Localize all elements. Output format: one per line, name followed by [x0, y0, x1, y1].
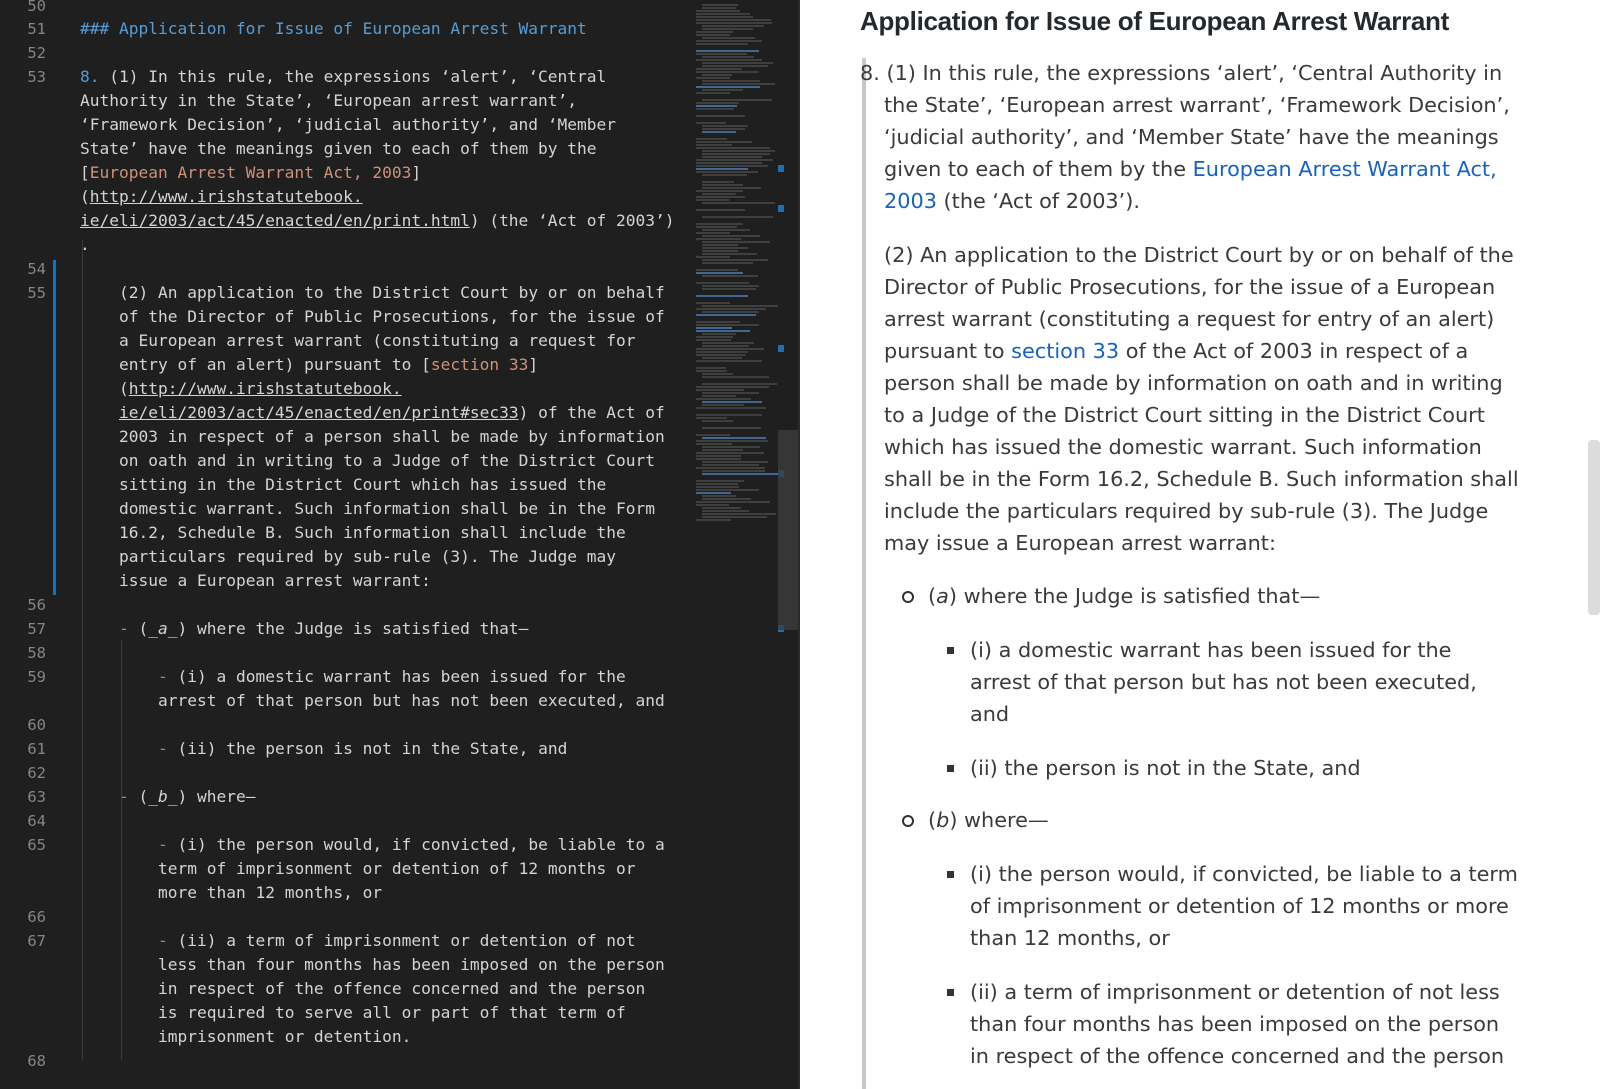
minimap-line: [702, 125, 748, 127]
line-number: 66: [27, 908, 46, 926]
preview-line: 8. (1) In this rule, the expressions ‘alert’, ‘Central Authority in: [860, 61, 1503, 85]
minimap-line: [702, 513, 776, 515]
minimap-line: [696, 190, 743, 192]
code-line: term of imprisonment or detention of 12 months or: [158, 859, 636, 878]
code-list-item-b-ii: [158, 929, 636, 954]
code-list-item-a-ii: [158, 737, 567, 762]
minimap-line: [702, 288, 756, 290]
line-number: 54: [27, 260, 46, 278]
minimap-line: [696, 519, 731, 521]
minimap-marker: [778, 345, 784, 352]
preview-line: and: [970, 702, 1010, 726]
minimap-line: [702, 7, 736, 9]
code-line: is required to serve all or part of that term of: [158, 1003, 626, 1022]
list-dash: -: [158, 739, 168, 758]
minimap-line: [702, 420, 733, 422]
code-line: on oath and in writing to a Judge of the District Court: [119, 451, 656, 470]
minimap-line: [702, 80, 760, 82]
minimap-line: [696, 168, 748, 170]
minimap-line: [696, 370, 727, 372]
emphasis-text: _b_: [148, 787, 178, 806]
minimap-line: [702, 342, 754, 344]
preview-line: include the particulars required by sub-rule (3). The Judge: [884, 499, 1489, 523]
code-line: [80, 65, 606, 90]
line-number: 53: [27, 68, 46, 86]
minimap-line: [702, 156, 762, 158]
minimap-line: [696, 330, 750, 332]
minimap-line: [696, 321, 740, 323]
minimap-line: [696, 354, 746, 356]
preview-text: (the ‘Act of 2003’).: [936, 189, 1140, 213]
minimap-line: [696, 226, 737, 228]
minimap-line: [702, 259, 768, 261]
minimap-line: [696, 232, 730, 234]
minimap-line: [696, 440, 768, 442]
minimap-line: [702, 216, 773, 218]
minimap-line: [702, 241, 770, 243]
minimap-line: [702, 83, 775, 85]
eaw-act-link[interactable]: 2003: [884, 189, 937, 213]
minimap-line: [696, 504, 729, 506]
minimap-line: [702, 510, 749, 512]
list-dash: -: [119, 787, 129, 806]
minimap-line: [696, 272, 743, 274]
preview-text: of the Act of 2003 in respect of a: [1119, 339, 1469, 363]
minimap-line: [702, 401, 762, 403]
minimap-line: [702, 427, 761, 429]
preview-text: given to each of them by the: [884, 157, 1193, 181]
bracket: ]: [528, 355, 539, 374]
line-number: 58: [27, 644, 46, 662]
preview-scrollbar-thumb[interactable]: [1588, 440, 1600, 615]
minimap-line: [696, 314, 756, 316]
preview-line: which has issued the domestic warrant. Such information: [884, 435, 1482, 459]
minimap-line: [696, 122, 726, 124]
minimap-marker: [778, 205, 784, 212]
line-number: 68: [27, 1052, 46, 1070]
minimap-line: [696, 165, 768, 167]
minimap-line: [696, 386, 769, 388]
preview-list-item-a-i: (i) a domestic warrant has been issued for the: [970, 638, 1452, 662]
line-number: 63: [27, 788, 46, 806]
preview-line: arrest warrant (constituting a request for entry of an alert): [884, 307, 1495, 331]
minimap-line: [696, 34, 730, 36]
minimap-line: [702, 187, 761, 189]
link-url[interactable]: http://www.irishstatutebook.: [89, 187, 363, 206]
editor-scrollbar-thumb[interactable]: [778, 430, 798, 630]
section-33-link[interactable]: section 33: [1011, 339, 1120, 363]
minimap-line: [702, 56, 754, 58]
list-dash: -: [158, 931, 168, 950]
minimap-line: [702, 395, 736, 397]
minimap-line: [702, 470, 765, 472]
minimap-line: [702, 285, 759, 287]
code-text: ) where—: [177, 787, 256, 806]
minimap-line: [702, 99, 772, 101]
preview-line: [884, 335, 1468, 367]
minimap-line: [702, 229, 750, 231]
link-url[interactable]: ie/eli/2003/act/45/enacted/en/print#sec33: [119, 403, 519, 422]
preview-line: may issue a European arrest warrant:: [884, 531, 1276, 555]
preview-line: to a Judge of the District Court sitting in the District Court: [884, 403, 1485, 427]
minimap-line: [702, 495, 736, 497]
list-dash: -: [158, 667, 168, 686]
square-bullet-icon: [947, 647, 954, 654]
minimap-line: [702, 311, 759, 313]
line-number: 52: [27, 44, 46, 62]
italic-text: a: [936, 584, 949, 608]
minimap-line: [696, 138, 727, 140]
code-text: ) (the ‘Act of 2003’): [469, 211, 675, 230]
minimap-line: [702, 392, 759, 394]
code-line: in respect of the offence concerned and the person: [158, 979, 646, 998]
preview-list-item-a-ii: (ii) the person is not in the State, and: [970, 756, 1361, 780]
minimap-line: [696, 10, 740, 12]
line-number: 67: [27, 932, 46, 950]
italic-text: b: [936, 808, 950, 832]
minimap-line: [696, 238, 741, 240]
code-line: [119, 377, 402, 402]
link-text[interactable]: section 33: [430, 355, 529, 374]
code-line: arrest of that person but has not been executed, and: [158, 691, 665, 710]
minimap-line: [702, 150, 775, 152]
preview-line: (2) An application to the District Court by or on behalf of the: [884, 243, 1514, 267]
minimap-line: [696, 455, 741, 457]
minimap-line: [702, 516, 767, 518]
minimap-line: [702, 373, 733, 375]
minimap-line: [696, 16, 753, 18]
minimap-line: [702, 244, 738, 246]
markdown-editor[interactable]: [0, 0, 798, 1089]
minimap-line: [702, 62, 773, 64]
minimap-line: [696, 108, 734, 110]
minimap-line: [696, 282, 749, 284]
minimap-line: [696, 19, 771, 21]
preview-line: the State’, ‘European arrest warrant’, ‘Framework Decision’,: [884, 93, 1510, 117]
line-number: 65: [27, 836, 46, 854]
minimap-line: [696, 22, 772, 24]
code-line: [80, 161, 421, 186]
code-text: ) of the Act of: [518, 403, 665, 422]
minimap-line: [696, 414, 762, 416]
minimap-line: [696, 348, 764, 350]
minimap-line: [696, 434, 730, 436]
minimap-line: [696, 295, 748, 297]
preview-list-item-b-i: (i) the person would, if convicted, be liable to a term: [970, 862, 1518, 886]
minimap-line: [702, 193, 736, 195]
circle-bullet-icon: [902, 815, 914, 827]
minimap-line: [696, 492, 731, 494]
preview-line: ‘judicial authority’, and ‘Member State’ have the meanings: [884, 125, 1499, 149]
minimap-line: [696, 171, 758, 173]
minimap-line: [702, 275, 758, 277]
minimap-line: [696, 389, 744, 391]
modified-lines-indicator: [53, 260, 56, 595]
minimap-line: [696, 308, 766, 310]
code-text: (: [138, 619, 149, 638]
minimap-line: [696, 417, 727, 419]
link-url[interactable]: http://www.irishstatutebook.: [128, 379, 402, 398]
minimap-line: [702, 128, 745, 130]
minimap-line: [696, 13, 750, 15]
minimap-line: [702, 25, 764, 27]
list-number: 8.: [80, 67, 100, 86]
minimap-line: [696, 71, 759, 73]
minimap-line: [702, 461, 768, 463]
minimap-line: [702, 345, 749, 347]
code-line: particulars required by sub-rule (3). The Judge may: [119, 547, 617, 566]
minimap-line: [696, 407, 766, 409]
minimap-line: [702, 383, 777, 385]
line-number: 57: [27, 620, 46, 638]
minimap-line: [696, 141, 752, 143]
preview-line: in respect of the offence concerned and the person: [970, 1044, 1505, 1068]
minimap-line: [702, 305, 778, 307]
minimap-marker: [778, 165, 784, 172]
minimap-line: [702, 184, 743, 186]
code-line: of the Director of Public Prosecutions, for the issue of: [119, 307, 665, 326]
code-line: [119, 353, 538, 378]
minimap-line: [696, 147, 770, 149]
indent-guide: [82, 240, 83, 1060]
minimap-line: [702, 28, 753, 30]
minimap-line: [696, 501, 770, 503]
minimap-line: [696, 50, 759, 52]
preview-line: of imprisonment or detention of 12 months or more: [970, 894, 1509, 918]
minimap-line: [696, 324, 759, 326]
minimap-line: [696, 77, 730, 79]
square-bullet-icon: [947, 765, 954, 772]
bracket: [: [80, 163, 90, 182]
minimap-line: [702, 174, 747, 176]
minimap-line: [702, 333, 736, 335]
minimap-line: [696, 53, 747, 55]
paren: (: [80, 187, 90, 206]
minimap-line: [696, 458, 741, 460]
code-line: a European arrest warrant (constituting a request for: [119, 331, 636, 350]
minimap-line: [696, 398, 751, 400]
code-line: more than 12 months, or: [158, 883, 383, 902]
minimap-line: [696, 467, 765, 469]
minimap-line: [702, 262, 753, 264]
list-dash: -: [158, 835, 168, 854]
minimap-line: [696, 269, 738, 271]
minimap-line: [696, 196, 745, 198]
preview-line: than four months has been imposed on the person: [970, 1012, 1500, 1036]
line-number: 61: [27, 740, 46, 758]
preview-list-item-b: [928, 804, 1049, 836]
preview-text: ) where—: [949, 808, 1049, 832]
code-text: (ii) a term of imprisonment or detention of not: [177, 931, 636, 950]
minimap-line: [702, 376, 769, 378]
minimap-line: [696, 480, 744, 482]
minimap-line: [702, 250, 738, 252]
minimap-line: [702, 235, 760, 237]
code-list-item-a-i: [158, 665, 626, 690]
link-text[interactable]: European Arrest Warrant Act, 2003: [89, 163, 412, 182]
preview-heading: Application for Issue of European Arrest Warrant: [860, 6, 1449, 36]
minimap-line: [702, 464, 759, 466]
line-number: 60: [27, 716, 46, 734]
minimap-line: [702, 437, 766, 439]
preview-text: (: [928, 584, 937, 608]
line-number: 55: [27, 284, 46, 302]
code-line: sitting in the District Court which has issued the: [119, 475, 607, 494]
paren: (: [119, 379, 129, 398]
minimap-line: [696, 351, 748, 353]
minimap-line: [696, 367, 726, 369]
minimap-line: [702, 446, 760, 448]
code-line: less than four months has been imposed on the person: [158, 955, 665, 974]
line-number: 51: [27, 20, 46, 38]
minimap-line: [702, 357, 742, 359]
code-line: ‘Framework Decision’, ‘judicial authority’, and ‘Member: [80, 115, 617, 134]
minimap-line: [696, 486, 739, 488]
line-number: 64: [27, 812, 46, 830]
minimap-line: [702, 473, 780, 475]
minimap-line: [696, 302, 730, 304]
code-list-item-b: [119, 785, 255, 810]
list-dash: -: [119, 619, 129, 638]
code-line: 16.2, Schedule B. Such information shall include the: [119, 523, 626, 542]
code-text: (i) a domestic warrant has been issued for the: [177, 667, 626, 686]
minimap-line: [702, 498, 751, 500]
minimap-line: [702, 89, 743, 91]
preview-line: shall be in the Form 16.2, Schedule B. Such information shall: [884, 467, 1519, 491]
code-line: (2) An application to the District Court by or on behalf: [119, 283, 665, 302]
minimap-line: [702, 253, 757, 255]
minimap-line: [696, 483, 738, 485]
minimap-line: [702, 65, 768, 67]
minimap-line: [696, 86, 760, 88]
link-url[interactable]: ie/eli/2003/act/45/enacted/en/print.html: [80, 211, 470, 230]
code-text: entry of an alert) pursuant to [: [119, 355, 431, 374]
code-text: ) where the Judge is satisfied that—: [177, 619, 529, 638]
square-bullet-icon: [947, 989, 954, 996]
preview-line: Director of Public Prosecutions, for the issue of a European: [884, 275, 1496, 299]
minimap-line: [696, 443, 732, 445]
code-line: issue a European arrest warrant:: [119, 571, 431, 590]
minimap-line: [696, 92, 730, 94]
minimap-line: [696, 360, 762, 362]
line-number: 59: [27, 668, 46, 686]
markdown-preview[interactable]: [800, 0, 1600, 1089]
minimap-line: [702, 153, 770, 155]
preview-list-item-b-ii: (ii) a term of imprisonment or detention of not less: [970, 980, 1500, 1004]
minimap-line: [702, 181, 734, 183]
code-list-item-a: [119, 617, 528, 642]
bracket: ]: [411, 163, 422, 182]
code-text: (: [138, 787, 149, 806]
indent-guide: [121, 640, 122, 1060]
minimap-line: [696, 144, 732, 146]
minimap-line: [696, 40, 762, 42]
preview-text: ) where the Judge is satisfied that—: [948, 584, 1321, 608]
minimap-line: [696, 105, 737, 107]
minimap-line: [696, 102, 739, 104]
square-bullet-icon: [947, 871, 954, 878]
minimap-line: [696, 59, 762, 61]
minimap-line: [702, 449, 743, 451]
code-line: imprisonment or detention.: [158, 1027, 412, 1046]
code-line: State’ have the meanings given to each of them by the: [80, 139, 597, 158]
code-line: Authority in the State’, ‘European arrest warrant’,: [80, 91, 578, 110]
minimap-line: [696, 68, 742, 70]
minimap-line: [702, 202, 775, 204]
minimap-line: [696, 339, 731, 341]
minimap-line: [696, 162, 762, 164]
code-text: (ii) the person is not in the State, and: [177, 739, 568, 758]
blockquote-bar: [862, 58, 866, 1089]
minimap-line: [696, 43, 748, 45]
minimap-line: [702, 404, 744, 406]
code-line: [119, 401, 665, 426]
minimap-line: [696, 223, 743, 225]
code-line: [80, 185, 363, 210]
preview-text: (: [928, 808, 937, 832]
preview-line: [884, 185, 1140, 217]
minimap[interactable]: [696, 0, 786, 1089]
minimap-line: [696, 489, 759, 491]
minimap-line: [702, 74, 732, 76]
minimap-line: [696, 31, 733, 33]
minimap-line: [702, 37, 755, 39]
code-line: .: [80, 235, 90, 254]
minimap-line: [696, 452, 764, 454]
preview-text: pursuant to: [884, 339, 1012, 363]
code-line: 2003 in respect of a person shall be made by information: [119, 427, 665, 446]
eaw-act-link[interactable]: European Arrest Warrant Act,: [1192, 157, 1497, 181]
minimap-line: [696, 159, 773, 161]
emphasis-text: _a_: [148, 619, 178, 638]
minimap-line: [696, 115, 745, 117]
minimap-line: [702, 131, 736, 133]
minimap-line: [696, 336, 733, 338]
code-text: (1) In this rule, the expressions ‘alert’, ‘Central: [109, 67, 607, 86]
preview-list-item-a: [928, 580, 1320, 612]
line-number: 50: [27, 0, 46, 15]
preview-line: arrest of that person but has not been executed,: [970, 670, 1477, 694]
minimap-line: [702, 247, 748, 249]
code-line: [80, 209, 675, 234]
line-number: 56: [27, 596, 46, 614]
code-heading-line: ### Application for Issue of European Arrest Warrant: [80, 19, 587, 38]
minimap-line: [696, 209, 745, 211]
minimap-line: [702, 507, 741, 509]
code-line: domestic warrant. Such information shall be in the Form: [119, 499, 656, 518]
preview-line: [884, 153, 1497, 185]
code-list-item-b-i: [158, 833, 665, 858]
minimap-line: [696, 199, 729, 201]
minimap-line: [696, 327, 732, 329]
preview-line: than 12 months, or: [970, 926, 1170, 950]
minimap-line: [696, 256, 730, 258]
code-text: (i) the person would, if convicted, be liable to a: [177, 835, 665, 854]
minimap-line: [702, 4, 738, 6]
line-number: 62: [27, 764, 46, 782]
circle-bullet-icon: [902, 591, 914, 603]
preview-line: person shall be made by information on oath and in writing: [884, 371, 1503, 395]
